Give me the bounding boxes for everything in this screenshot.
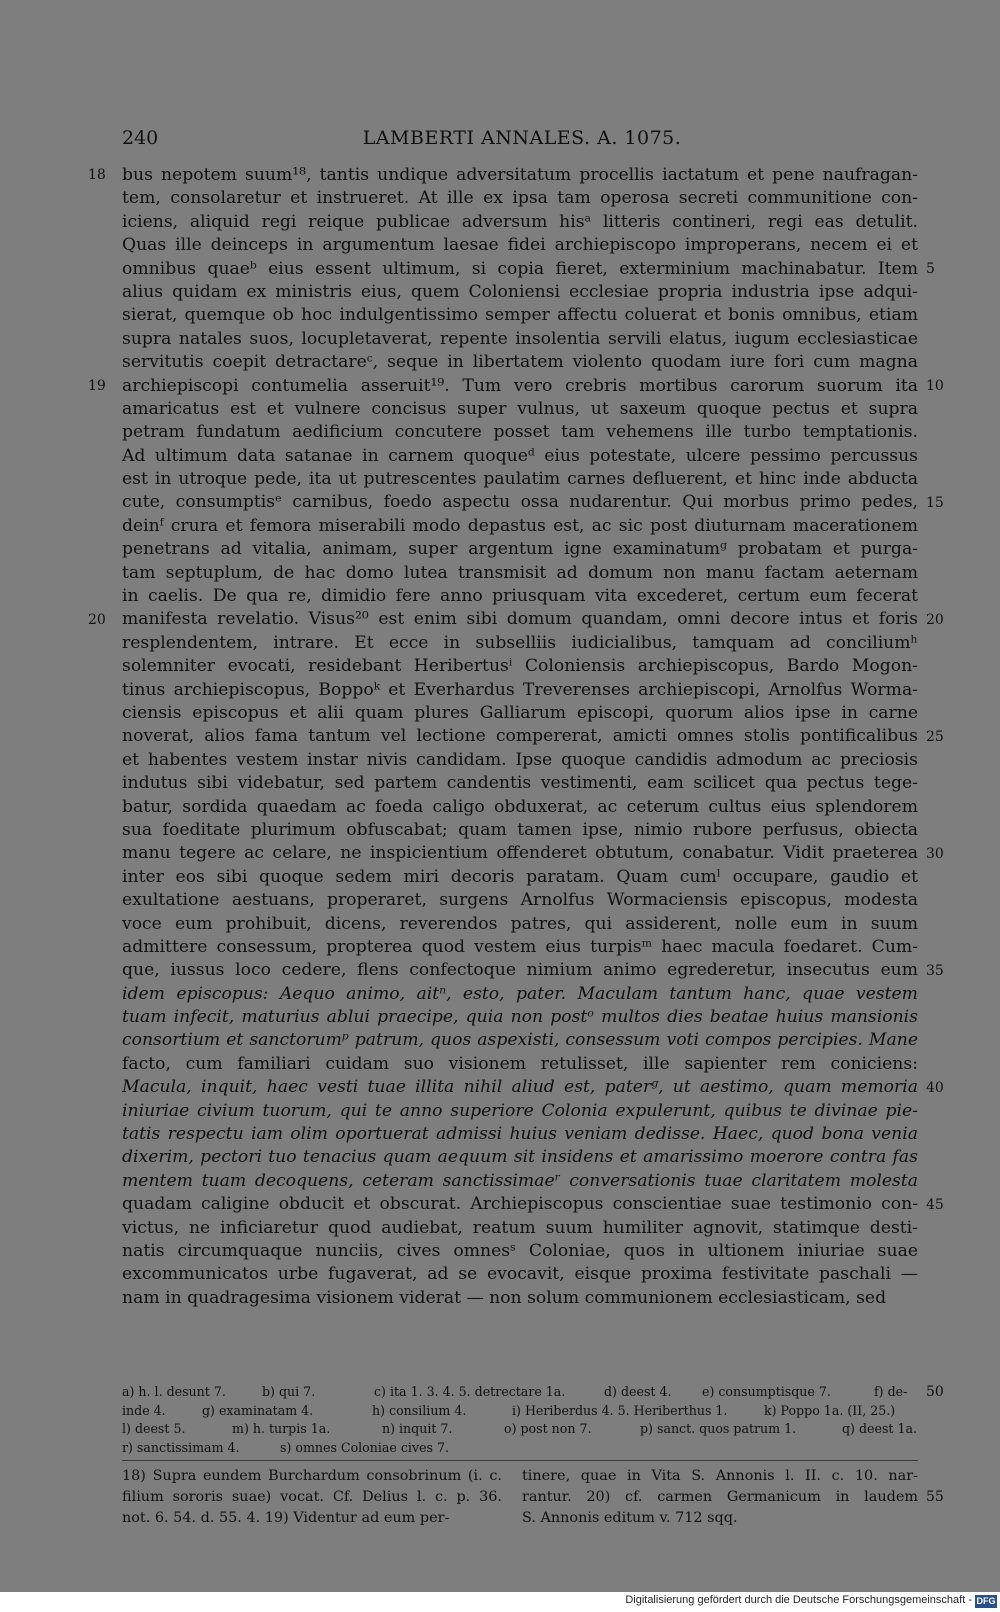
text-line: ciensis episcopus et alii quam plures Galliarum episcopi, quorum alios ipse in carne	[122, 702, 918, 723]
text-line: iniuriae civium tuorum, qui te anno superiore Colonia expulerunt, quibus te divinae pie-	[122, 1100, 918, 1121]
text-line: est in utroque pede, ita ut putrescentes paulatim carnes defluerent, et hinc inde abducta	[122, 469, 918, 490]
text-line: solemniter evocati, residebant Heribertusⁱ Coloniensis archiepiscopus, Bardo Mogon-	[122, 656, 918, 677]
variant-row	[122, 1420, 922, 1439]
text-line: victus, ne inficiaretur quod audiebat, reatum suum humiliter agnovit, statimque desti-	[122, 1217, 918, 1238]
margin-number-left: 19	[88, 377, 106, 394]
text-line: sierat, quemque ob hoc indulgentissimo semper affectu coluerat et bonis omnibus, etiam	[122, 305, 918, 326]
text-line: indutus sibi videbatur, sed partem candentis vestimenti, eam scilicet qua pectus tege-	[122, 773, 918, 794]
text-line: consortium et sanctorumᵖ patrum, quos aspexisti, consessum voti compos percipies. Mane	[122, 1030, 918, 1051]
text-line: Quas ille deinceps in argumentum laesae fidei archiepiscopo improperans, necem ei et	[122, 235, 918, 256]
variant-note: q) deest 1a.	[842, 1421, 917, 1437]
margin-number-right: 5	[926, 260, 935, 277]
text-line: omnibus quaeᵇ eius essent ultimum, si copia fieret, exterminium machinabatur. Item	[122, 258, 918, 279]
footnote-divider	[122, 1460, 918, 1461]
variant-row	[122, 1383, 922, 1402]
variant-note: a) h. l. desunt 7.	[122, 1384, 226, 1399]
text-line: petram fundatum aedificium concutere posset tam vehemens ille turbo temptationis.	[122, 422, 918, 443]
text-line: sua foeditate plurimum obfuscabat; quam tamen ipse, nimio rubore perfusus, obiecta	[122, 819, 918, 840]
margin-number-right: 40	[926, 1079, 944, 1096]
text-line: idem episcopus: Aequo animo, aitⁿ, esto, pater. Maculam tantum hanc, quae vestem	[122, 983, 918, 1004]
text-line: deinᶠ crura et femora miserabili modo depastus est, ac sic post diuturnam macerationem	[122, 515, 918, 536]
variant-note: n) inquit 7.	[382, 1421, 453, 1437]
variant-note: m) h. turpis 1a.	[232, 1421, 331, 1437]
running-head: LAMBERTI ANNALES. A. 1075.	[362, 127, 682, 149]
variant-note: s) omnes Coloniae cives 7.	[280, 1439, 449, 1455]
margin-number-right: 35	[926, 962, 944, 979]
text-line: mentem tuam decoquens, ceteram sanctissimaeʳ conversationis tuae claritatem molesta	[122, 1170, 918, 1191]
variant-row	[122, 1402, 922, 1421]
footnote-line: not. 6. 54. d. 55. 4. 19) Videntur ad eum per-	[122, 1510, 450, 1526]
text-line: servitutis coepit detractareᶜ, seque in libertatem violento quodam iure fori cum magna	[122, 352, 918, 373]
text-line: que, iussus loco cedere, flens confectoque nimium animo egrederetur, insecutus eum	[122, 960, 918, 981]
margin-number-right: 25	[926, 728, 944, 745]
text-line: admittere consessum, propterea quod vestem eius turpisᵐ haec macula foedaret. Cum-	[122, 936, 918, 957]
variant-note: k) Poppo 1a. (II, 25.)	[764, 1402, 896, 1418]
text-line: alius quidam ex ministris eius, quem Coloniensi ecclesiae propria industria ipse adqui-	[122, 281, 918, 302]
text-line: manifesta revelatio. Visus²⁰ est enim sibi domum quandam, omni decore intus et foris	[122, 609, 918, 630]
margin-number-right: 50	[926, 1384, 944, 1400]
text-line: tem, consolaretur et instrueret. At ille ex ipsa tam operosa secreti communitione con-	[122, 188, 918, 209]
text-line: penetrans ad vitalia, animam, super argentum igne examinatumᵍ probatam et purga-	[122, 539, 918, 560]
text-line: in caelis. De qua re, dimidio fere anno priusquam vita excederet, certum eum fecerat	[122, 586, 918, 607]
footnote-line: tinere, quae in Vita S. Annonis l. II. c. 10. nar-	[522, 1468, 918, 1484]
text-line: nam in quadragesima visionem viderat — non solum communionem ecclesiasticam, sed	[122, 1287, 887, 1308]
variant-note: p) sanct. quos patrum 1.	[640, 1421, 797, 1437]
text-line: batur, sordida quaedam ac foeda caligo obduxerat, ac ceterum cultus eius splendorem	[122, 796, 918, 817]
text-line: facto, cum familiari cuidam suo visionem retulisset, ille sapienter rem coniciens:	[122, 1053, 918, 1074]
text-line: archiepiscopi contumelia asseruit¹⁹. Tum vero crebris mortibus carorum suorum ita	[122, 375, 918, 396]
text-line: tinus archiepiscopus, Boppoᵏ et Everhardus Treverenses archiepiscopi, Arnolfus Worma-	[122, 679, 918, 700]
text-line: supra natales suos, locupletaverat, repente insolentia servili elatus, iugum ecclesiasticae	[122, 328, 918, 349]
text-line: manu tegere ac celare, ne inspicientium offenderet obtutum, conabatur. Vidit praeterea	[122, 843, 918, 864]
text-line: Ad ultimum data satanae in carnem quoqueᵈ eius potestate, ulcere pessimo percussus	[122, 445, 918, 466]
variant-note: g) examinatam 4.	[202, 1402, 314, 1418]
variant-note: c) ita 1. 3. 4. 5. detrectare 1a.	[374, 1384, 566, 1399]
margin-number-left: 20	[88, 611, 106, 628]
footnote-line: filium sororis suae) vocat. Cf. Delius l. c. p. 36.	[122, 1489, 502, 1505]
margin-number-right: 20	[926, 611, 944, 628]
digitization-credit: Digitalisierung gefördert durch die Deutsche Forschungsgemeinschaft -	[625, 1594, 972, 1606]
text-line: quadam caligine obducit et obscurat. Archiepiscopus conscientiae suae testimonio con-	[122, 1194, 918, 1215]
variant-row	[122, 1439, 922, 1458]
text-line: voce eum prohibuit, dicens, reverendos patres, qui assiderent, nolle eum in suum	[122, 913, 918, 934]
text-line: cute, consumptisᵉ carnibus, foedo aspectu ossa nudarentur. Qui morbus primo pedes,	[122, 492, 918, 513]
variant-note: i) Heriberdus 4. 5. Heriberthus 1.	[512, 1402, 728, 1418]
variant-note: b) qui 7.	[262, 1384, 316, 1399]
variant-note: l) deest 5.	[122, 1421, 186, 1437]
footnote-line: S. Annonis editum v. 712 sqq.	[522, 1510, 738, 1526]
variant-note: e) consumptisque 7.	[702, 1384, 831, 1399]
variant-note: inde 4.	[122, 1402, 166, 1418]
text-line: resplendentem, intrare. Et ecce in subselliis iudicialibus, tamquam ad conciliumʰ	[122, 632, 918, 653]
dfg-logo-icon: DFG	[976, 1596, 996, 1606]
variant-note: h) consilium 4.	[372, 1402, 467, 1418]
text-line: iciens, aliquid regi reique publicae adversum hisᵃ litteris contineri, regi eas detulit.	[122, 211, 918, 232]
footnote-line: rantur. 20) cf. carmen Germanicum in laudem	[522, 1489, 918, 1505]
margin-number-right: 15	[926, 494, 944, 511]
margin-number-right: 10	[926, 377, 944, 394]
main-text	[122, 164, 918, 1310]
footnotes-column-right	[522, 1466, 918, 1529]
text-line: inter eos sibi quoque sedem miri decoris paratam. Quam cumˡ occupare, gaudio et	[122, 866, 918, 887]
margin-number-right: 45	[926, 1196, 944, 1213]
variant-note: o) post non 7.	[504, 1421, 592, 1437]
variant-note: r) sanctissimam 4.	[122, 1439, 240, 1455]
text-line: dixerim, pectori tuo tenacius quam aequum sit insidens et amarissimo moerore contra fas	[122, 1147, 918, 1168]
margin-number-left: 18	[88, 167, 106, 183]
variant-note: d) deest 4.	[604, 1384, 672, 1399]
text-line: excommunicatos urbe fugaverat, ad se evocavit, eisque proxima festivitate paschali —	[122, 1264, 918, 1285]
text-line: bus nepotem suum¹⁸, tantis undique adversitatum procellis iactatum et pene naufragan-	[122, 165, 918, 185]
text-line: natis circumquaque nunciis, cives omnesˢ Coloniae, quos in ultionem iniuriae suae	[122, 1240, 918, 1261]
text-line: et habentes vestem instar nivis candidam. Ipse quoque candidis admodum ac preciosis	[122, 749, 918, 770]
text-line: tam septuplum, de hac domo lutea transmisit ad domum non manu factam aeternam	[122, 562, 918, 583]
page-number: 240	[122, 127, 159, 149]
footnote-line: 18) Supra eundem Burchardum consobrinum (i. c.	[122, 1468, 502, 1484]
text-line: Macula, inquit, haec vesti tuae illita nihil aliud est, paterᵍ, ut aestimo, quam memoria	[122, 1077, 918, 1098]
page-header	[122, 124, 922, 152]
text-line: amaricatus est et vulnere concisus super vulnus, ut saxeum quoque pectus et supra	[122, 398, 918, 419]
margin-number-right: 30	[926, 845, 944, 862]
variant-note: f) de-	[874, 1384, 908, 1399]
text-line: noverat, alios fama tantum vel lectione compererat, amicti omnes stolis pontificalibus	[122, 726, 918, 747]
variant-notes	[122, 1383, 922, 1457]
text-line: exultatione aestuans, properaret, surgens Arnolfus Wormaciensis episcopus, modesta	[122, 890, 918, 911]
footnotes-column-left	[122, 1466, 502, 1529]
text-line: tatis respectu iam olim oportuerat admissi huius veniam dedisse. Haec, quod bona venia	[122, 1124, 918, 1145]
text-line: tuam infecit, maturius ablui praecipe, quia non postᵒ multos dies beatae huius mansionis	[122, 1007, 918, 1028]
margin-number-right: 55	[926, 1489, 944, 1505]
